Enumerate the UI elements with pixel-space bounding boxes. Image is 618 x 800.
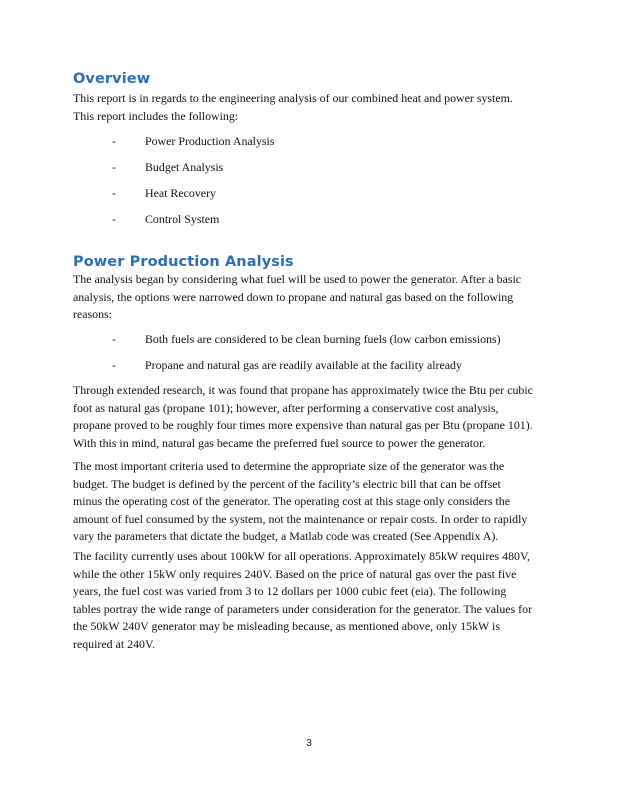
power-production-heading: Power Production Analysis: [73, 254, 294, 270]
bullet-dash: -: [112, 134, 116, 148]
text-line: required at 240V.: [73, 636, 156, 651]
text-line: propane proved to be roughly four times more expensive than natural gas per Btu (propane 101).: [73, 418, 533, 432]
text-line: minus the operating cost of the generator. The operating cost at this stage only considers the: [73, 494, 510, 508]
list-item-text: Both fuels are considered to be clean burning fuels (low carbon emissions): [145, 332, 501, 346]
text-line: tables portray the wide range of parameters under consideration for the generator. The values for: [73, 601, 533, 616]
text-line: vary the parameters that dictate the budget, a Matlab code was created (See Appendix A).: [73, 529, 499, 543]
page-number: 3: [306, 738, 312, 749]
bullet-dash: -: [112, 332, 116, 346]
text-line: The analysis began by considering what fuel will be used to power the generator. After a basic: [73, 272, 522, 286]
bullet-dash: -: [112, 358, 116, 372]
overview-heading: Overview: [73, 71, 151, 87]
bullet-dash: -: [112, 212, 116, 226]
list-item-text: Power Production Analysis: [145, 134, 275, 148]
text-line: amount of fuel consumed by the system, not the maintenance or repair costs. In order to rapidly: [73, 511, 528, 526]
budget-paragraph: [73, 458, 553, 546]
list-item-text: Heat Recovery: [145, 186, 216, 200]
bullet-dash: -: [112, 186, 116, 200]
text-line: while the other 15kW only requires 240V. Based on the price of natural gas over the past five: [73, 566, 517, 581]
text-line: This report is in regards to the engineering analysis of our combined heat and power system.: [73, 91, 513, 105]
text-line: the 50kW 240V generator may be misleading because, as mentioned above, only 15kW is: [73, 619, 500, 633]
text-line: reasons:: [73, 307, 112, 321]
text-line: analysis, the options were narrowed down to propane and natural gas based on the following: [73, 289, 514, 304]
text-line: This report includes the following:: [73, 108, 239, 123]
overview-intro: [73, 90, 553, 125]
text-line: The most important criteria used to determine the appropriate size of the generator was the: [73, 459, 505, 473]
text-line: The facility currently uses about 100kW for all operations. Approximately 85kW requires 480V,: [73, 549, 531, 563]
text-line: With this in mind, natural gas became the preferred fuel source to power the generator.: [73, 435, 486, 450]
list-item-text: Budget Analysis: [145, 160, 224, 174]
list-item-text: Control System: [145, 212, 220, 226]
text-line: Through extended research, it was found that propane has approximately twice the Btu per cubic: [73, 383, 533, 397]
propane-paragraph: [73, 382, 553, 452]
power-intro: [73, 271, 553, 324]
text-line: budget. The budget is defined by the percent of the facility’s electric bill that can be offset: [73, 476, 501, 491]
list-item-text: Propane and natural gas are readily available at the facility already: [145, 358, 462, 372]
text-line: years, the fuel cost was varied from 3 to 12 dollars per 1000 cubic feet (eia). The following: [73, 584, 507, 598]
bullet-dash: -: [112, 160, 116, 174]
text-line: foot as natural gas (propane 101); however, after performing a conservative cost analysis,: [73, 400, 499, 415]
facility-paragraph: [73, 548, 553, 653]
